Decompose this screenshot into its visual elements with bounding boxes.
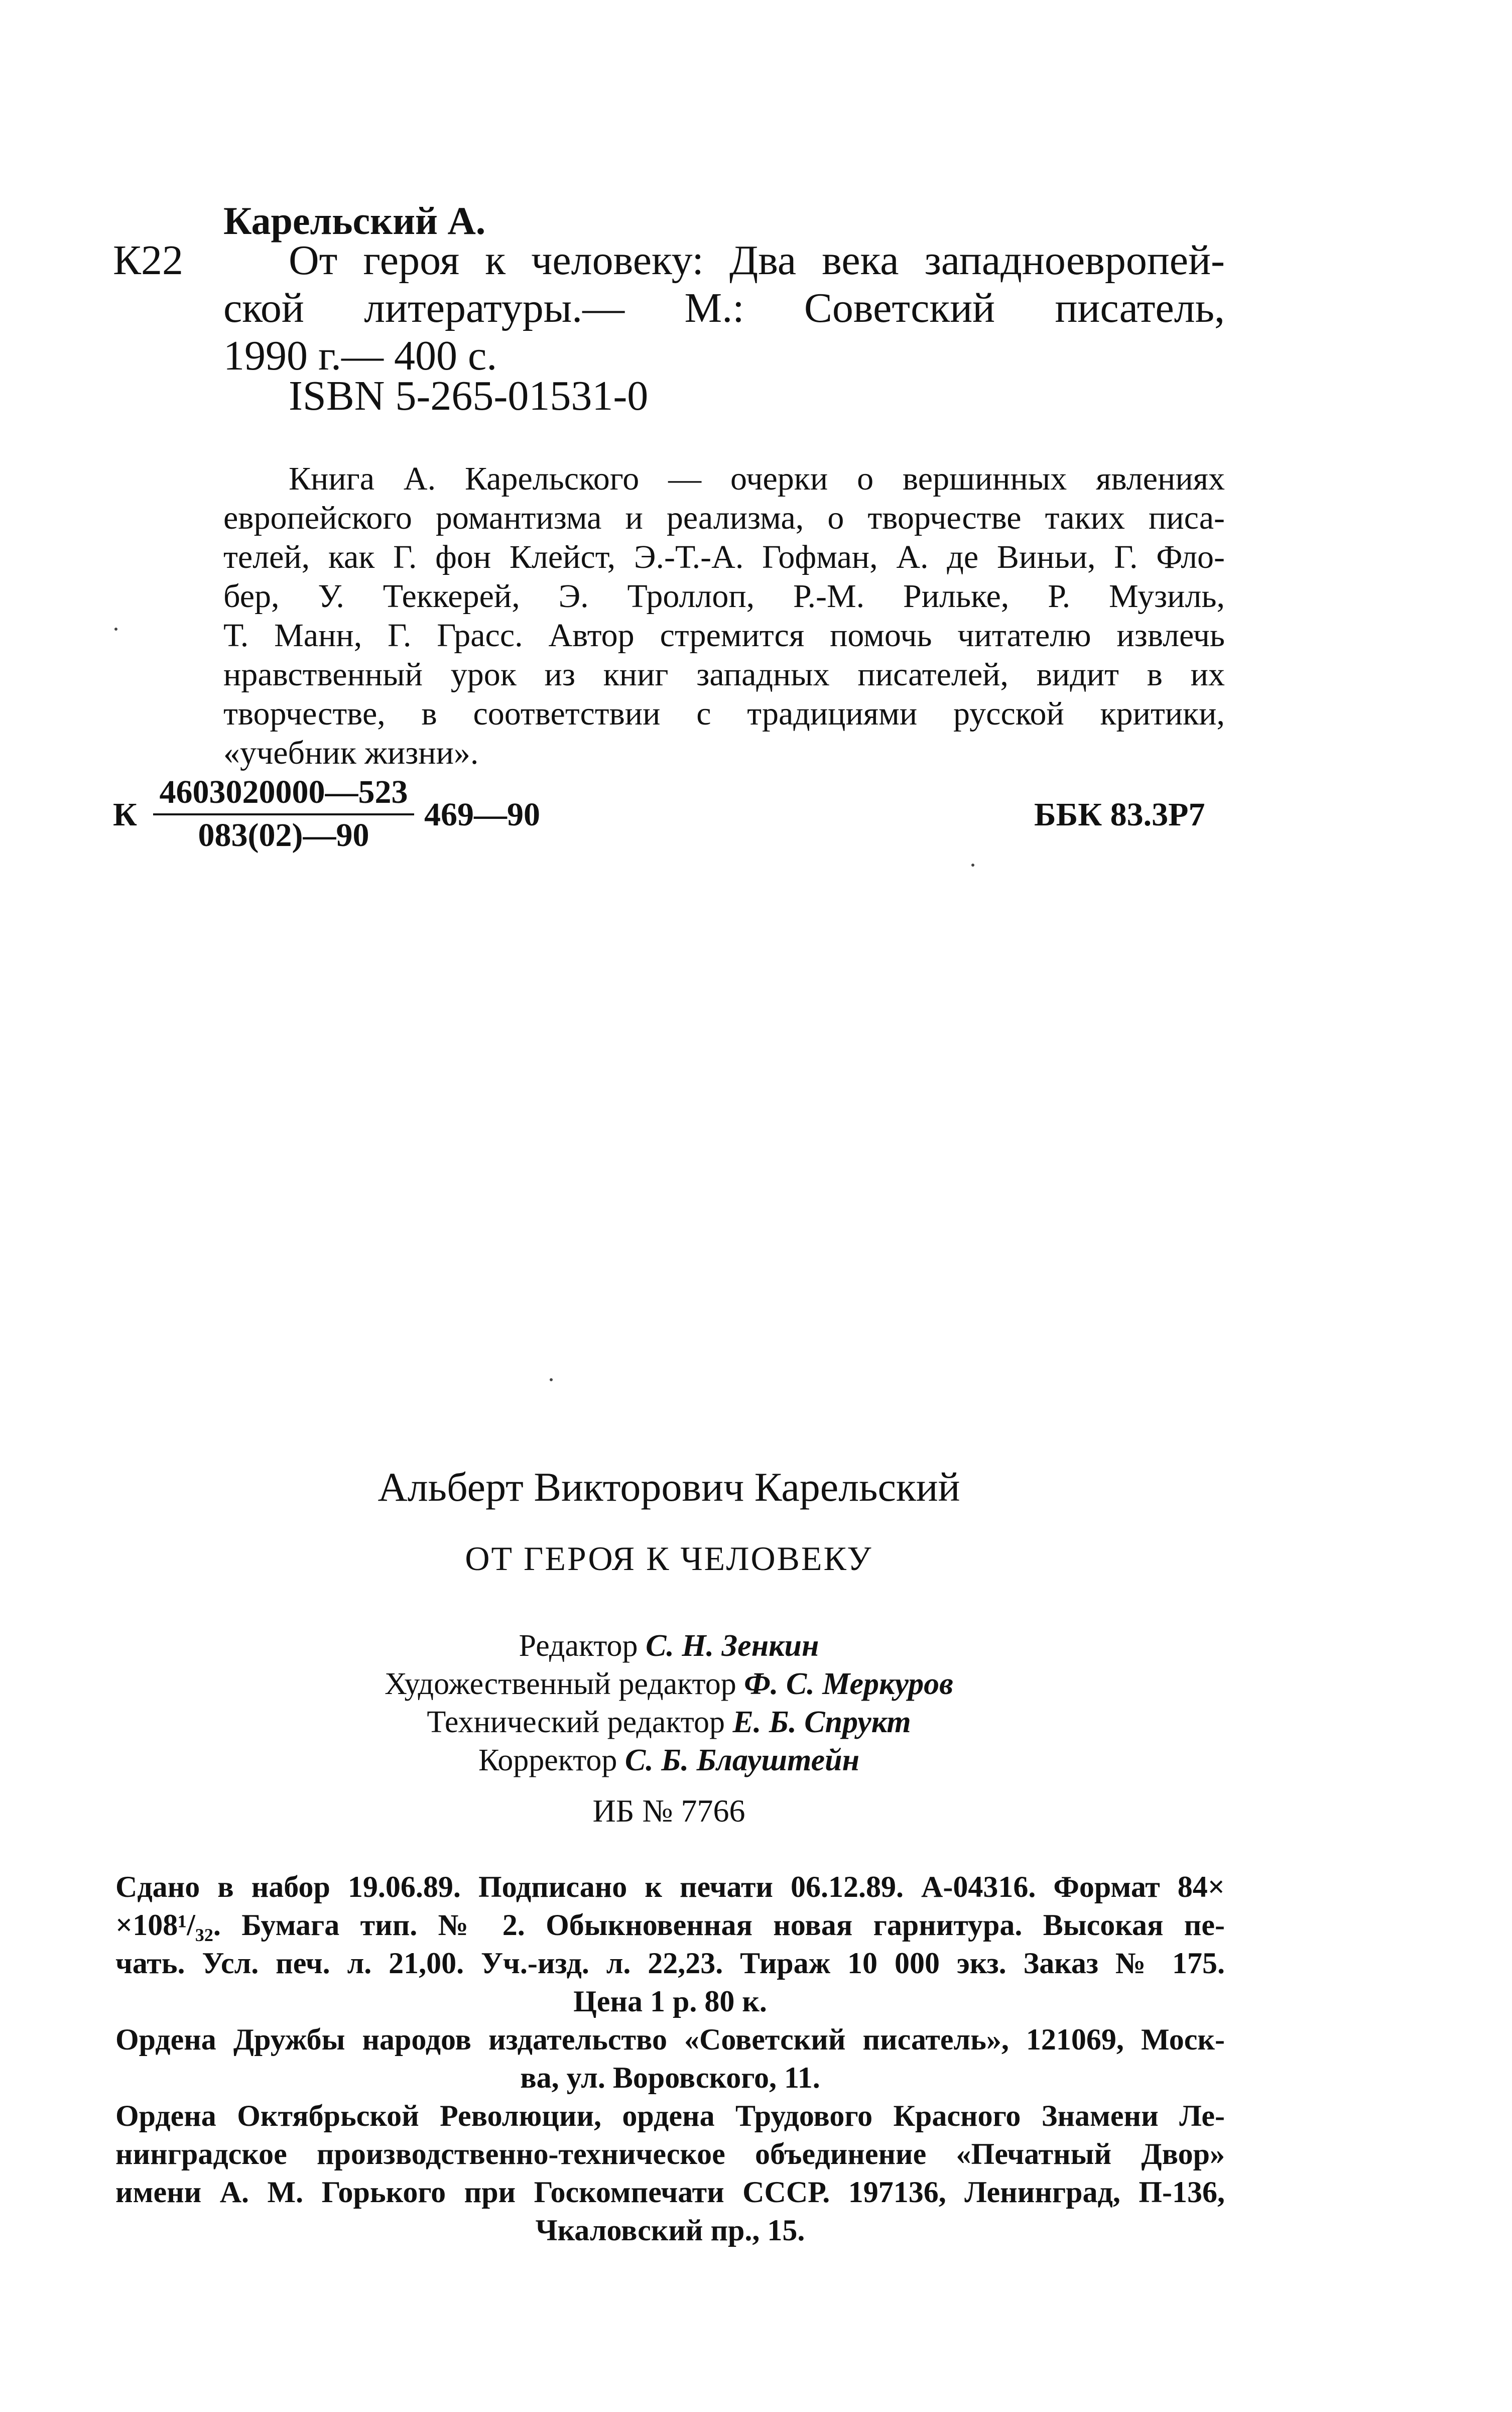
printer-line: Ордена Октябрьской Революции, ордена Трудового Красного Знамени Ле- (115, 2099, 1225, 2132)
catalog-code: К22 (113, 237, 184, 284)
publisher-line: Ордена Дружбы народов издательство «Советский писатель», 121069, Моск- (115, 2023, 1225, 2056)
credit-role: Редактор (519, 1629, 638, 1663)
credit-line (0, 1665, 1338, 1703)
printer-line: Чкаловский пр., 15. (535, 2214, 805, 2247)
bbk-code: ББК 83.3Р7 (1034, 796, 1205, 833)
publisher-line: ва, ул. Воровского, 11. (520, 2061, 820, 2094)
fraction-numerator: 4603020000—523 (153, 773, 414, 815)
annotation-line: творчестве, в соответствии с традициями русской критики, (223, 695, 1225, 732)
fraction-denominator: 083(02)—90 (198, 817, 369, 854)
bibliography-text-1: От героя к человеку: Два века западноевропей- (289, 237, 1225, 284)
imprint-line: чать. Усл. печ. л. 21,00. Уч.-изд. л. 22,23. Тираж 10 000 экз. Заказ № 175. (115, 1947, 1225, 1980)
isbn: ISBN 5-265-01531-0 (289, 373, 649, 419)
annotation-line: Книга А. Карельского — очерки о вершинных явлениях (289, 460, 1225, 497)
k-letter: К (113, 796, 137, 833)
annotation-line: нравственный урок из книг западных писателей, видит в их (223, 656, 1225, 693)
credit-name: Е. Б. Спрукт (732, 1705, 911, 1739)
author-heading: Карельский А. (223, 199, 486, 243)
classification-code: 469—90 (424, 796, 540, 833)
price: Цена 1 р. 80 к. (573, 1985, 767, 2018)
credit-role: Корректор (478, 1743, 617, 1777)
annotation-line: «учебник жизни». (223, 735, 479, 771)
imprint-line: ×108¹/₃₂. Бумага тип. № 2. Обыкновенная новая гарнитура. Высокая пе- (115, 1908, 1225, 1942)
credit-line (0, 1703, 1338, 1741)
annotation-line: бер, У. Теккерей, Э. Троллоп, Р.-М. Рильке, Р. Музиль, (223, 578, 1225, 615)
imprint-line: Сдано в набор 19.06.89. Подписано к печати 06.12.89. А-04316. Формат 84× (115, 1870, 1225, 1903)
annotation-line: Т. Манн, Г. Грасс. Автор стремится помочь читателю извлечь (223, 617, 1225, 654)
bibliography-line-1 (223, 236, 1225, 285)
bibliography-line-3: 1990 г.— 400 с. (223, 332, 497, 379)
credit-role: Технический редактор (427, 1705, 725, 1739)
credits (0, 1627, 1338, 1779)
speck-mark (971, 864, 974, 867)
book-title: ОТ ГЕРОЯ К ЧЕЛОВЕКУ (465, 1539, 873, 1578)
annotation (223, 459, 1225, 773)
annotation-line: телей, как Г. фон Клейст, Э.-Т.-А. Гофман, А. де Виньи, Г. Фло- (223, 539, 1225, 575)
credit-name: С. Н. Зенкин (646, 1629, 819, 1663)
printer-line: нинградское производственно-техническое объединение «Печатный Двор» (115, 2137, 1225, 2170)
credit-line (0, 1627, 1338, 1665)
speck-mark (114, 628, 117, 631)
printer-line: имени А. М. Горького при Госкомпечати СССР. 197136, Ленинград, П-136, (115, 2176, 1225, 2209)
speck-mark (550, 1378, 553, 1381)
credit-name: С. Б. Блауштейн (624, 1743, 859, 1777)
credit-name: Ф. С. Меркуров (744, 1667, 953, 1701)
imprint (115, 1868, 1225, 2249)
author-full-name: Альберт Викторович Карельский (377, 1464, 960, 1510)
classification-fraction (153, 773, 414, 855)
ib-number: ИБ № 7766 (592, 1793, 745, 1829)
bibliography-line-2: ской литературы.— М.: Советский писатель, (223, 285, 1225, 331)
credit-role: Художественный редактор (385, 1667, 736, 1701)
annotation-line: европейского романтизма и реализма, о творчестве таких писа- (223, 500, 1225, 536)
credit-line (0, 1741, 1338, 1779)
